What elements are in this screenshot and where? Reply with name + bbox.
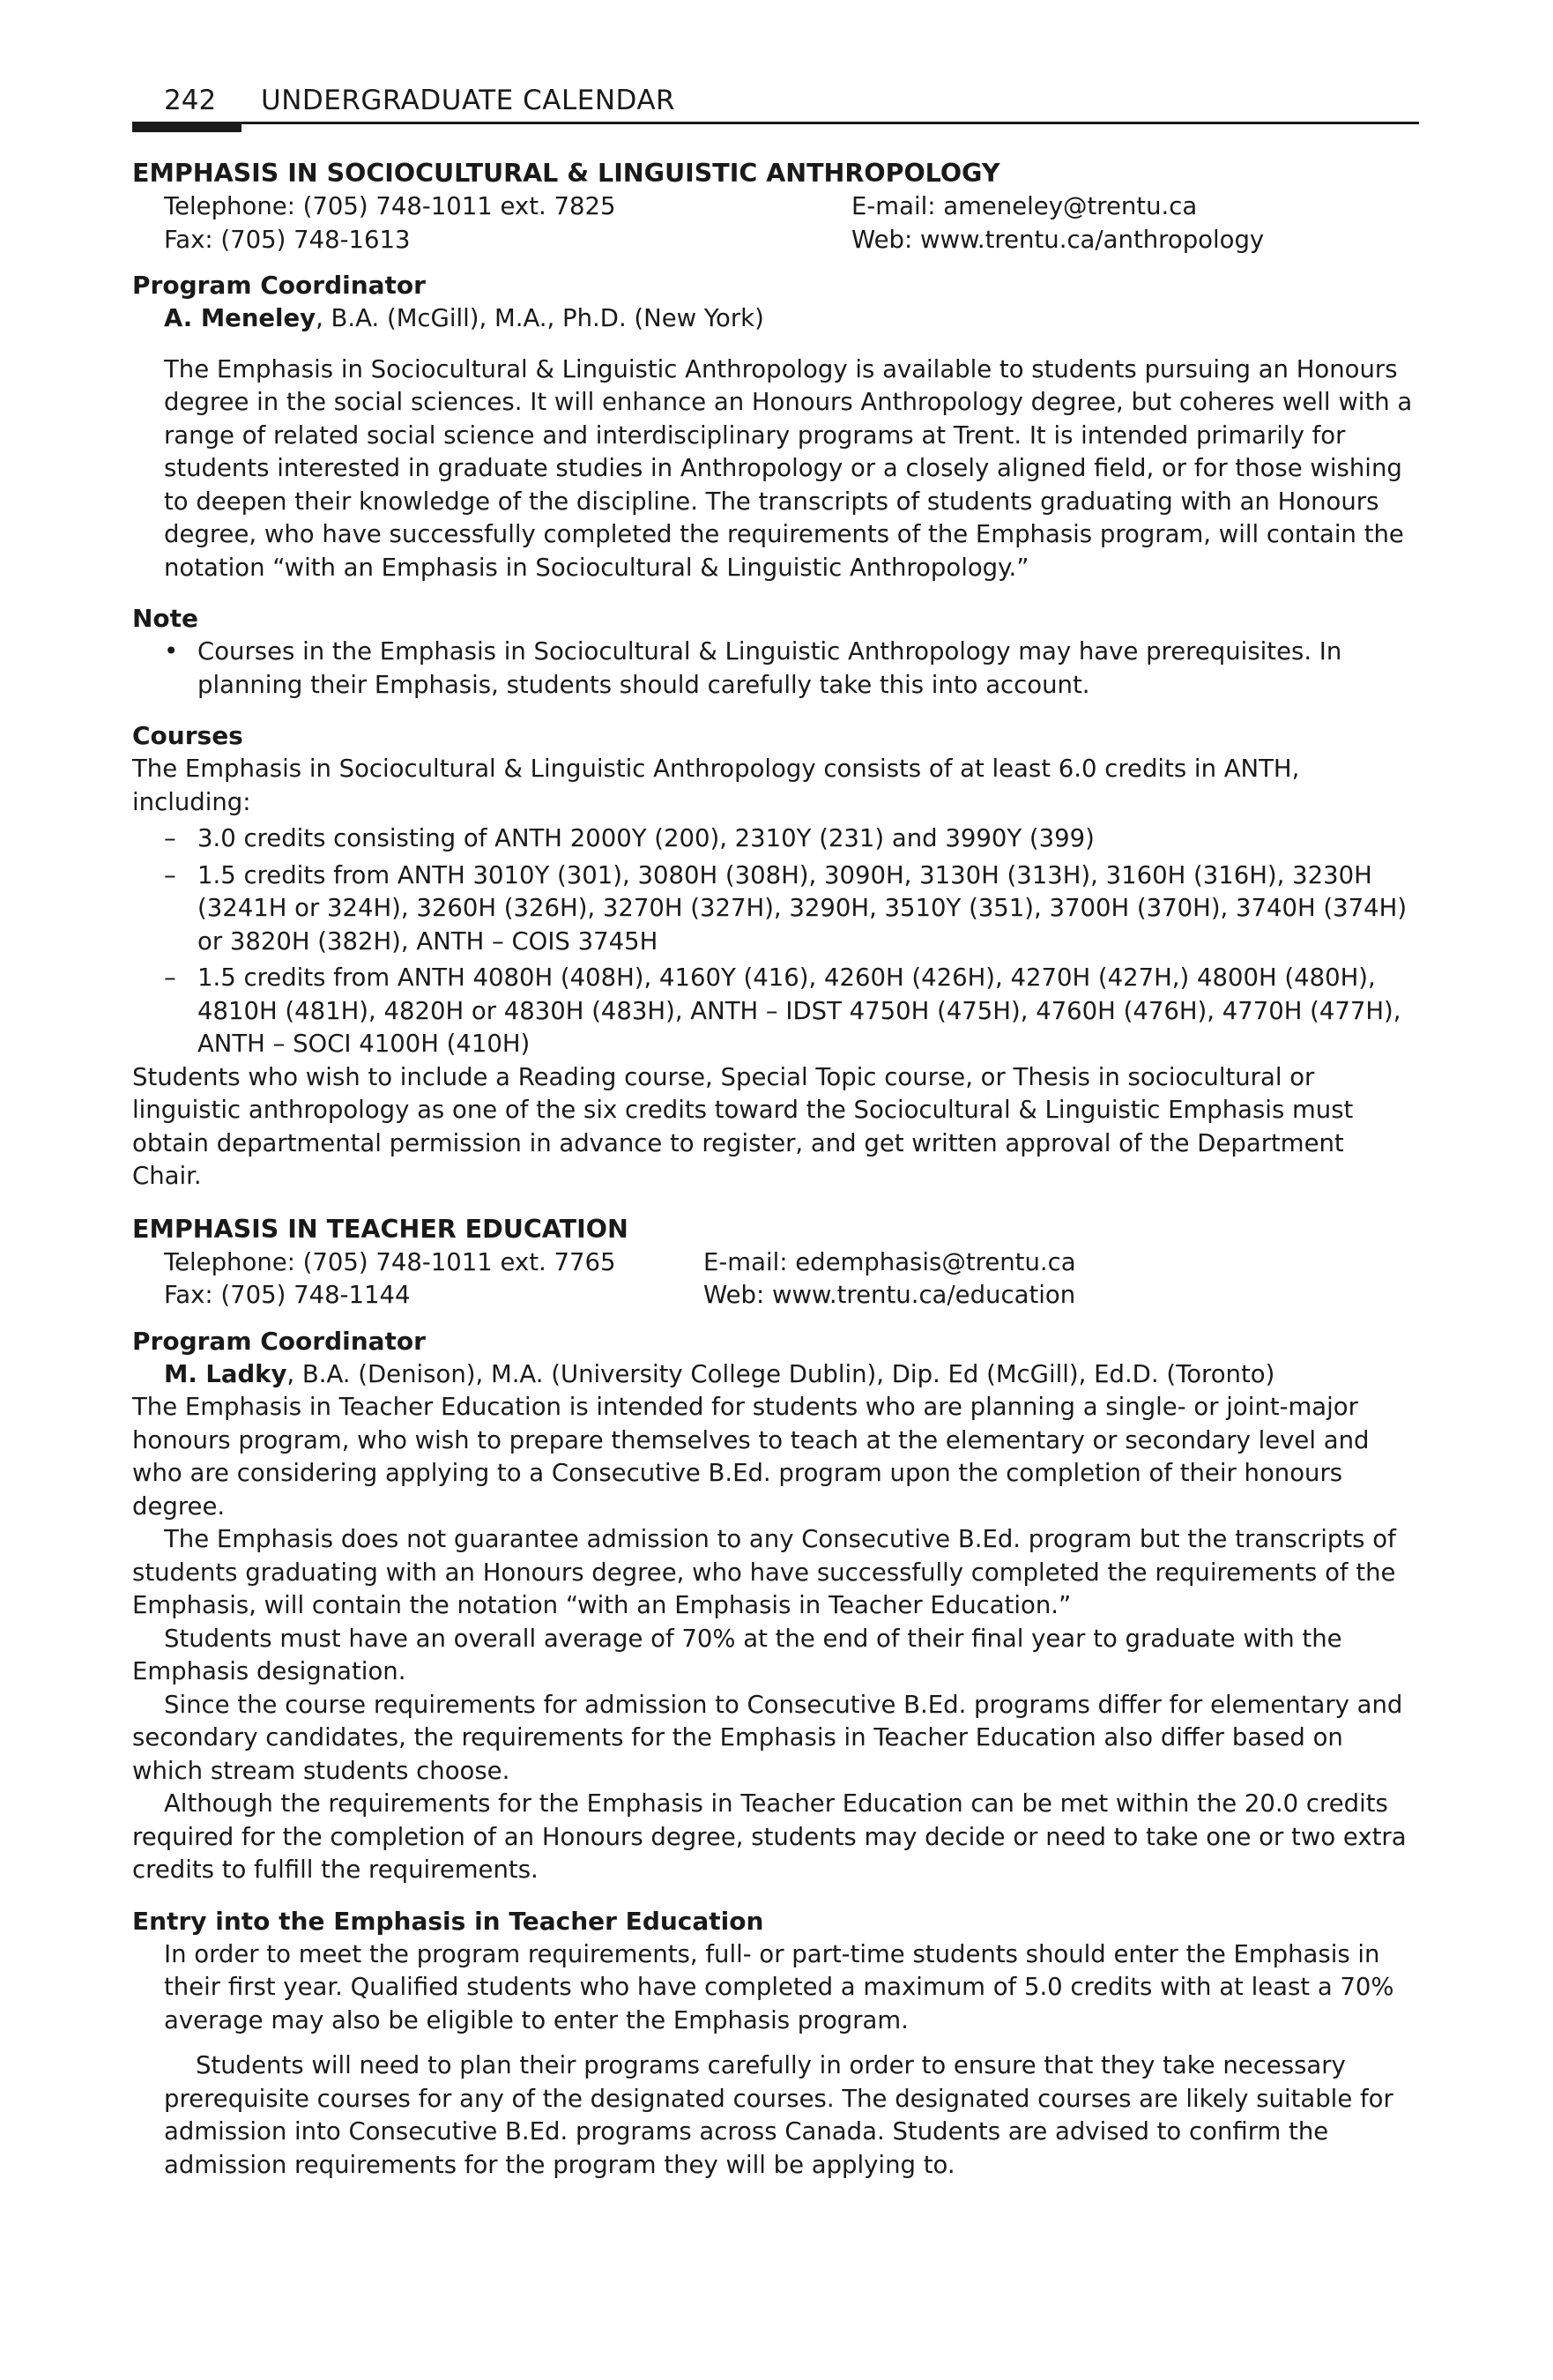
list-item: • Courses in the Emphasis in Sociocultural & Linguistic Anthropology may have prerequisites. In planning their Emphasis, students should carefully take this into account. — [164, 636, 1419, 702]
header-rule — [132, 122, 1419, 124]
web: Web: www.trentu.ca/anthropology — [851, 225, 1265, 254]
coordinator-name: M. Ladky — [164, 1359, 287, 1388]
paragraph: The Emphasis in Teacher Education is intended for students who are planning a single- or joint-major honours program, who wish to prepare themselves to teach at the elementary or secondary level and who are considering applying to a Consecutive B.Ed. program upon the completion of their honours degree. — [132, 1393, 1370, 1521]
entry-label: Entry into the Emphasis in Teacher Education — [132, 1906, 764, 1936]
telephone: Telephone: (705) 748-1011 ext. 7825 — [164, 192, 616, 220]
coordinator-credentials: , B.A. (Denison), M.A. (University College Dublin), Dip. Ed (McGill), Ed.D. (Toronto) — [286, 1359, 1275, 1388]
section-anthropology — [132, 157, 1419, 1194]
contact-block — [132, 1246, 1419, 1313]
section-teacher-education — [132, 1213, 1419, 2183]
email: E-mail: edemphasis@trentu.ca — [703, 1247, 1076, 1276]
email: E-mail: ameneley@trentu.ca — [851, 192, 1198, 220]
list-item: – 3.0 credits consisting of ANTH 2000Y (200), 2310Y (231) and 3990Y (399) — [164, 822, 1419, 856]
paragraph: Students must have an overall average of 70% at the end of their final year to graduate with the Emphasis designation. — [132, 1624, 1342, 1685]
note-list — [132, 636, 1419, 702]
page-header — [132, 79, 1419, 132]
paragraph: Since the course requirements for admission to Consecutive B.Ed. programs differ for elementary and secondary candidates, the requirements for the Emphasis in Teacher Education also differ based on which stream students choose. — [132, 1690, 1403, 1785]
paragraph: Students will need to plan their programs carefully in order to ensure that they take necessary prerequisite courses for any of the designated courses. The designated courses are likely suitable for admission into Consecutive B.Ed. programs across Canada. Students are advised to confirm the admission requirements for the program they will be applying to. — [164, 2051, 1393, 2179]
courses-intro: The Emphasis in Sociocultural & Linguistic Anthropology consists of at least 6.0 credits in ANTH, including: — [132, 755, 1300, 816]
fax: Fax: (705) 748-1613 — [164, 225, 411, 254]
coordinator-label: Program Coordinator — [132, 1326, 426, 1356]
coordinator-label: Program Coordinator — [132, 271, 426, 300]
coordinator — [132, 302, 1419, 336]
page-number: 242 — [164, 85, 217, 116]
intro-paragraph: The Emphasis in Sociocultural & Linguistic Anthropology is available to students pursuing an Honours degree in the social sciences. It will enhance an Honours Anthropology degree, but coheres well with a range of related social science and interdisciplinary programs at Trent. It is intended primarily for students interested in graduate studies in Anthropology or a closely aligned field, or for those wishing to deepen their knowledge of the discipline. The transcripts of students graduating with an Honours degree, who have successfully completed the requirements of the Emphasis program, will contain the notation “with an Emphasis in Sociocultural & Linguistic Anthropology.” — [164, 354, 1413, 582]
reading-note: Students who wish to include a Reading course, Special Topic course, or Thesis in sociocultural or linguistic anthropology as one of the six credits toward the Sociocultural & Linguistic Emphasis must obtain departmental permission in advance to register, and get written approval of the Department Chair. — [132, 1062, 1354, 1190]
coordinator — [132, 1358, 1419, 1392]
section-heading: EMPHASIS IN TEACHER EDUCATION — [132, 1214, 628, 1244]
running-title: UNDERGRADUATE CALENDAR — [261, 85, 676, 116]
list-item: – 1.5 credits from ANTH 3010Y (301), 3080H (308H), 3090H, 3130H (313H), 3160H (316H), 3230H (3241H or 324H), 3260H (326H), 3270H (327H), 3290H, 3510Y (351), 3700H (370H), 3740H (374H) or 3820H (382H), ANTH – COIS 3745H — [164, 859, 1419, 959]
fax: Fax: (705) 748-1144 — [164, 1281, 411, 1309]
paragraph: In order to meet the program requirements, full- or part-time students should enter the Emphasis in their first year. Qualified students who have completed a maximum of 5.0 credits with at least a 70% average may also be eligible to enter the Emphasis program. — [164, 1939, 1394, 2034]
web: Web: www.trentu.ca/education — [703, 1281, 1076, 1309]
paragraph: The Emphasis does not guarantee admission to any Consecutive B.Ed. program but the transcripts of students graduating with an Honours degree, who have successfully completed the requirements of the Emphasis, will contain the notation “with an Emphasis in Teacher Education.” — [132, 1525, 1396, 1619]
courses-label: Courses — [132, 721, 243, 750]
section-heading: EMPHASIS IN SOCIOCULTURAL & LINGUISTIC ANTHROPOLOGY — [132, 159, 1000, 188]
list-item: – 1.5 credits from ANTH 4080H (408H), 4160Y (416), 4260H (426H), 4270H (427H,) 4800H (480H), 4810H (481H), 4820H or 4830H (483H), ANTH – IDST 4750H (475H), 4760H (476H), 4770H (477H), ANTH – SOCI 4100H (410H) — [164, 962, 1419, 1061]
contact-block — [132, 190, 1419, 257]
header-tab-bar — [132, 122, 241, 132]
note-label: Note — [132, 604, 199, 633]
coordinator-credentials: , B.A. (McGill), M.A., Ph.D. (New York) — [316, 304, 764, 332]
telephone: Telephone: (705) 748-1011 ext. 7765 — [164, 1247, 616, 1276]
paragraph: Although the requirements for the Emphasis in Teacher Education can be met within the 20.0 credits required for the completion of an Honours degree, students may decide or need to take one or two extra credits to fulfill the requirements. — [132, 1789, 1407, 1884]
page-content — [132, 157, 1419, 2182]
course-list — [132, 822, 1419, 1061]
coordinator-name: A. Meneley — [164, 304, 316, 332]
